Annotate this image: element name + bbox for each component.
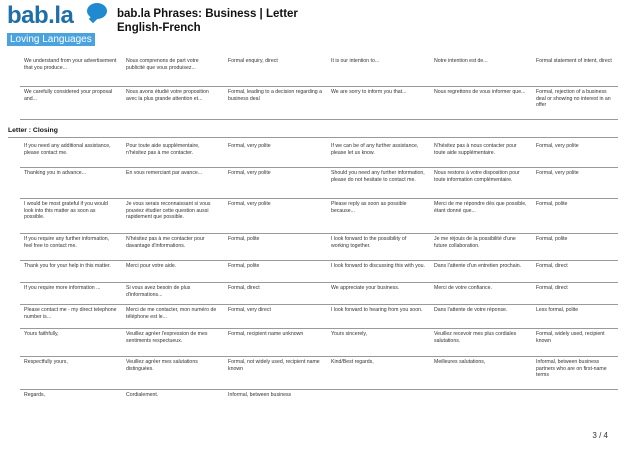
usage-note: Formal statement of intent, direct — [536, 58, 612, 64]
table-row — [20, 305, 618, 329]
english-phrase: Please contact me - my direct telephone number is... — [24, 307, 117, 320]
usage-note: Informal, between business — [228, 392, 292, 398]
document-title — [117, 7, 298, 35]
english-phrase: If you require any further information, feel free to contact me. — [24, 236, 110, 249]
english-phrase: I would be most grateful if you would look into this matter as soon as possible. — [24, 201, 108, 221]
table-row — [20, 234, 618, 261]
english-phrase: Thank you for your help in this matter. — [24, 263, 111, 269]
english-phrase: Regards, — [24, 392, 46, 398]
section-heading: Letter : Closing — [8, 127, 58, 134]
opening-table — [20, 56, 618, 120]
french-phrase: En vous remerciant par avance... — [126, 170, 203, 176]
section-divider — [8, 137, 618, 138]
english-phrase: We are sorry to inform you that... — [331, 89, 407, 95]
usage-note: Formal, very polite — [228, 170, 271, 176]
usage-note: Formal enquiry, direct — [228, 58, 278, 64]
table-row — [20, 56, 618, 87]
english-phrase: We understand from your advertisement that you produce... — [24, 58, 117, 71]
usage-note: Informal, between business partners who are on first-name terms — [536, 359, 607, 379]
babla-logo — [7, 3, 109, 45]
usage-note: Formal, rejection of a business deal or showing no interest in an offer — [536, 89, 611, 109]
usage-note — [532, 390, 618, 404]
table-row — [20, 390, 618, 404]
english-phrase: We carefully considered your proposal and... — [24, 89, 113, 102]
logo-wordmark: bab.la — [7, 2, 74, 29]
table-row — [20, 261, 618, 283]
french-phrase: Nous comprenons de part votre publicité que vous produisez... — [126, 58, 199, 71]
usage-note: Formal, widely used, recipient known — [536, 331, 605, 344]
french-phrase: Dans l'attente d'un entretien prochain. — [434, 263, 522, 269]
usage-note: Formal, very direct — [228, 307, 271, 313]
french-phrase: Merci de votre confiance. — [434, 285, 492, 291]
speech-bubble-icon — [87, 3, 107, 19]
table-row — [20, 168, 618, 199]
usage-note: Formal, leading to a decision regarding a business deal — [228, 89, 323, 102]
page-number: 3 / 4 — [592, 431, 608, 440]
usage-note: Formal, polite — [228, 236, 260, 242]
usage-note: Formal, direct — [536, 285, 568, 291]
usage-note: Formal, recipient name unknown — [228, 331, 304, 337]
usage-note: Formal, very polite — [536, 170, 579, 176]
english-phrase: We appreciate your business. — [331, 285, 400, 291]
french-phrase: Cordialement. — [126, 392, 159, 398]
french-phrase: Notre intention est de... — [434, 58, 488, 64]
french-phrase: Veuillez agréer l'expression de mes sentiments respectueux. — [126, 331, 208, 344]
usage-note: Formal, very polite — [536, 143, 579, 149]
usage-note: Formal, polite — [536, 201, 568, 207]
french-phrase: Nous restons à votre disposition pour toute information complémentaire. — [434, 170, 520, 183]
usage-note: Formal, polite — [228, 263, 260, 269]
title-line-1: bab.la Phrases: Business | Letter — [117, 8, 298, 20]
french-phrase — [430, 390, 532, 404]
english-phrase: Should you need any further information, please do not hesitate to contact me. — [331, 170, 425, 183]
usage-note: Formal, very polite — [228, 143, 271, 149]
english-phrase: I look forward to the possibility of working together. — [331, 236, 407, 249]
french-phrase: Dans l'attente de votre réponse. — [434, 307, 508, 313]
usage-note: Formal, polite — [536, 236, 568, 242]
table-row — [20, 329, 618, 357]
french-phrase: Veuillez recevoir mes plus cordiales salutations. — [434, 331, 517, 344]
english-phrase: Please reply as soon as possible because... — [331, 201, 407, 214]
title-line-2: English-French — [117, 22, 201, 34]
table-row — [20, 199, 618, 234]
french-phrase: Pour toute aide supplémentaire, n'hésitez pas à me contacter. — [126, 143, 200, 156]
french-phrase: Meilleures salutations, — [434, 359, 486, 365]
english-phrase: Respectfully yours, — [24, 359, 68, 365]
usage-note: Formal, very polite — [228, 201, 271, 207]
english-phrase: Kind/Best regards, — [331, 359, 374, 365]
english-phrase: It is our intention to... — [331, 58, 380, 64]
english-phrase: I look forward to hearing from you soon. — [331, 307, 423, 313]
english-phrase: If we can be of any further assistance, please let us know. — [331, 143, 419, 156]
french-phrase: Je me réjouis de la possibilité d'une future collaboration. — [434, 236, 516, 249]
french-phrase: N'hésitez pas à me contacter pour davantage d'informations. — [126, 236, 205, 249]
french-phrase: Si vous avez besoin de plus d'informations... — [126, 285, 191, 298]
table-row — [20, 283, 618, 305]
french-phrase: N'hésitez pas à nous contacter pour toute aide supplémentaire. — [434, 143, 517, 156]
french-phrase: Merci de me contacter, mon numéro de téléphone est le... — [126, 307, 217, 320]
usage-note: Formal, direct — [536, 263, 568, 269]
usage-note: Less formal, polite — [536, 307, 579, 313]
french-phrase: Merci de me répondre dès que possible, étant donné que... — [434, 201, 527, 214]
table-row — [20, 87, 618, 120]
english-phrase: If you require more information ... — [24, 285, 101, 291]
english-phrase — [327, 390, 430, 404]
english-phrase: Thanking you in advance... — [24, 170, 87, 176]
french-phrase: Je vous serais reconnaissant si vous pouviez étudier cette question aussi rapidement que possible. — [126, 201, 211, 221]
usage-note: Formal, direct — [228, 285, 260, 291]
table-row — [20, 141, 618, 168]
english-phrase: I look forward to discussing this with you. — [331, 263, 425, 269]
logo-tagline: Loving Languages — [7, 33, 95, 46]
english-phrase: Yours sincerely, — [331, 331, 368, 337]
closing-table — [20, 141, 618, 404]
french-phrase: Nous avons étudié votre proposition avec la plus grande attention et... — [126, 89, 209, 102]
french-phrase: Merci pour votre aide. — [126, 263, 177, 269]
french-phrase: Nous regrettons de vous informer que... — [434, 89, 526, 95]
table-row — [20, 357, 618, 390]
english-phrase: If you need any additional assistance, please contact me. — [24, 143, 111, 156]
french-phrase: Veuillez agréer mes salutations distinguées. — [126, 359, 198, 372]
usage-note: Formal, not widely used, recipient name known — [228, 359, 320, 372]
english-phrase: Yours faithfully, — [24, 331, 59, 337]
